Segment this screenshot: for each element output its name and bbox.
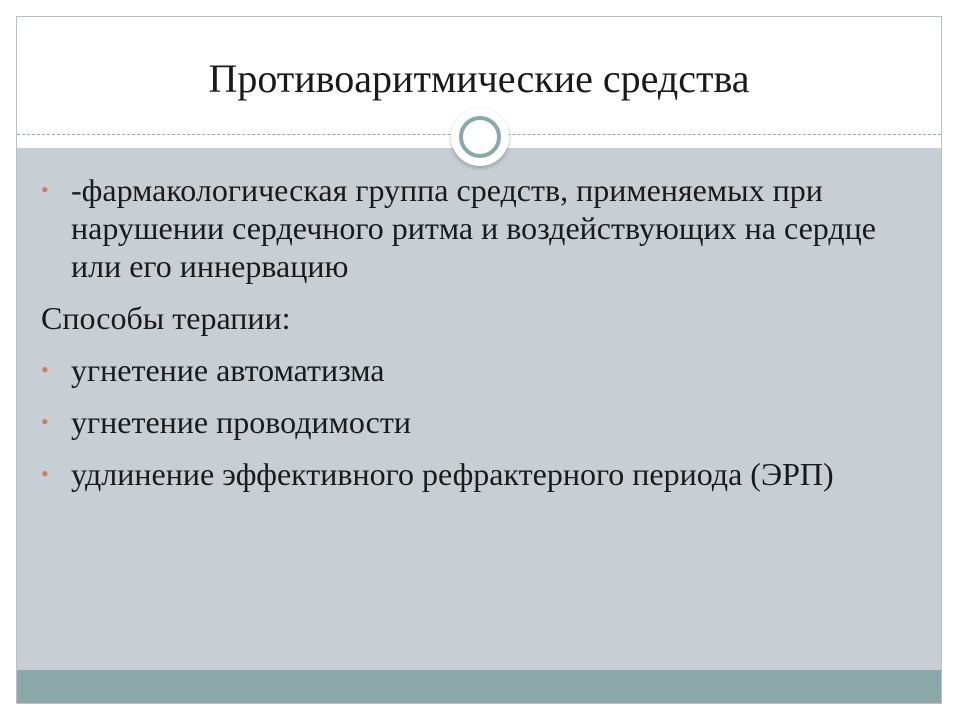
slide-content (41, 171, 921, 507)
bullet-icon: • (41, 461, 49, 486)
slide-title: Противоаритмические средства (208, 56, 750, 101)
slide (16, 16, 942, 704)
bullet-icon: • (41, 409, 49, 434)
bullet-icon: • (41, 177, 49, 202)
bullet-text: угнетение проводимости (71, 404, 411, 440)
subheading: Способы терапии: (41, 300, 291, 336)
bullet-text: удлинение эффективного рефрактерного периода (ЭРП) (71, 456, 834, 492)
ring-ornament-icon (451, 108, 509, 166)
bullet-item (41, 351, 921, 389)
bullet-icon: • (41, 357, 49, 382)
footer-band (17, 670, 941, 703)
bullet-item (41, 455, 921, 493)
bullet-item (41, 171, 921, 285)
bullet-text: -фармакологическая группа средств, применяемых при нарушении сердечного ритма и воздействующих на сердце или его иннервацию (71, 172, 876, 284)
bullet-text: угнетение автоматизма (71, 352, 385, 388)
bullet-item (41, 403, 921, 441)
